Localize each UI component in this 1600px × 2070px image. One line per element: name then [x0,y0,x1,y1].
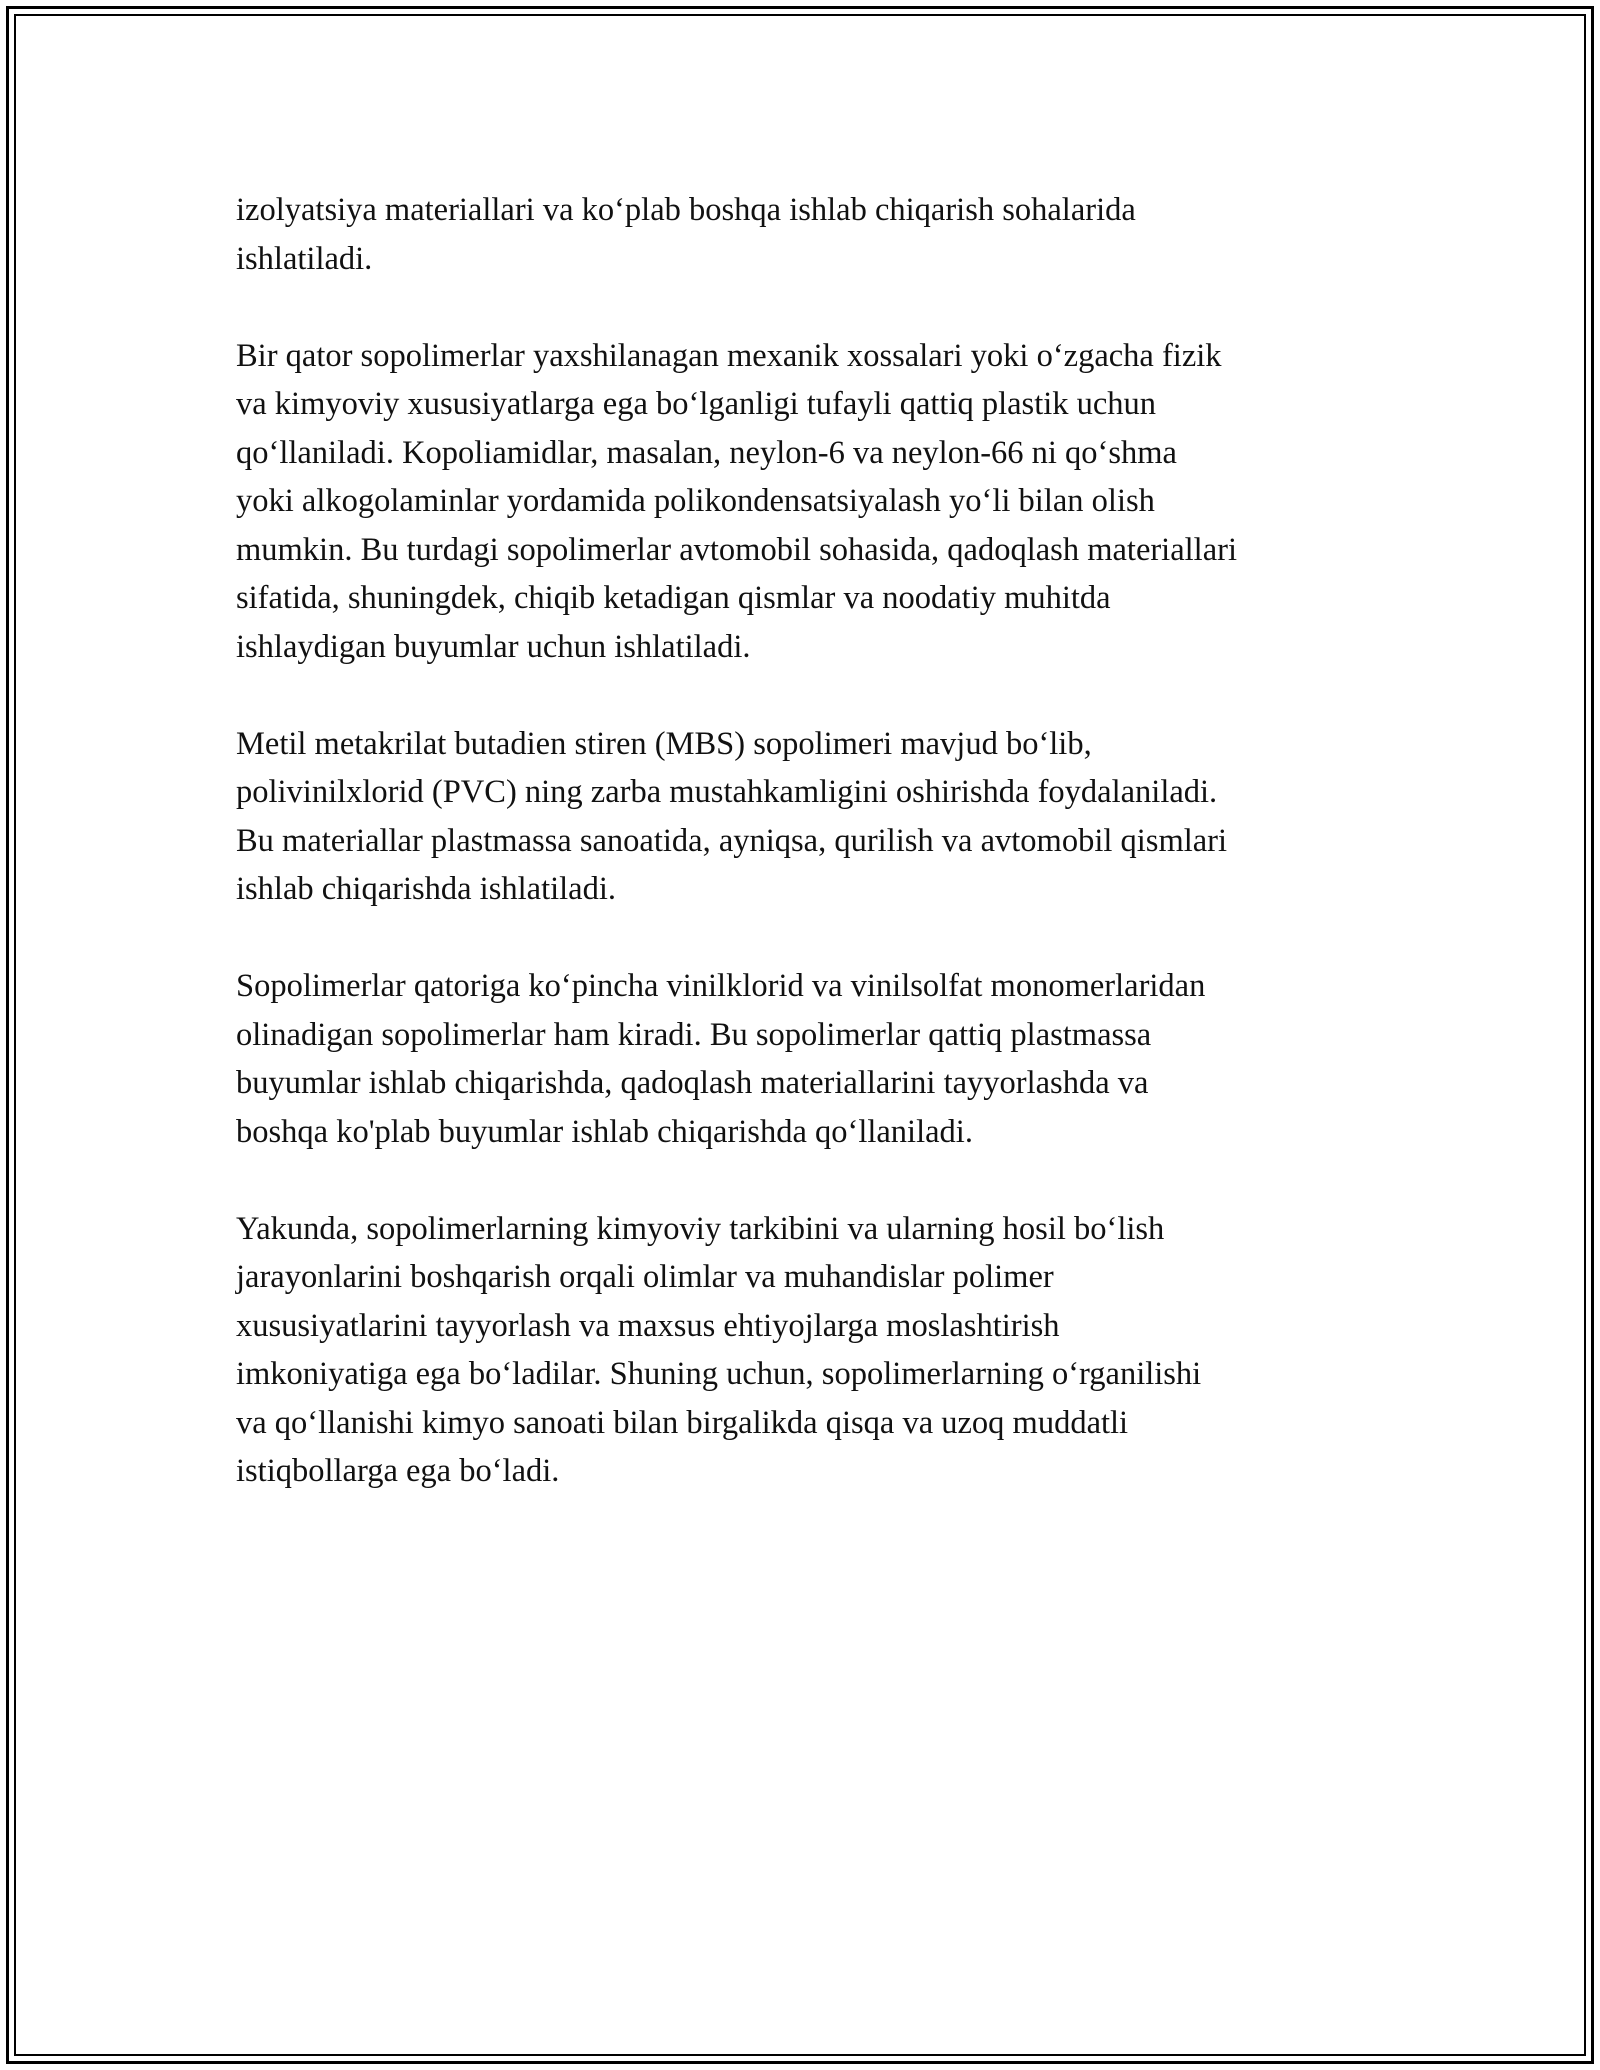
paragraph-1: izolyatsiya materiallari va ko‘plab boshqa ishlab chiqarish sohalarida ishlatiladi. [236,192,1136,277]
paragraph-2: Bir qator sopolimerlar yaxshilanagan mexanik xossalari yoki o‘zgacha fizik va kimyoviy xususiyatlarga ega bo‘lganligi tufayli qattiq plastik uchun qo‘llaniladi. Kopoliamidlar, masalan, neylon-6 va neylon-66 ni qo‘shma yoki alkogolaminlar yordamida polikondensatsiyalash yo‘li bilan olish mumkin. Bu turdagi sopolimerlar avtomobil sohasida, qadoqlash materiallari sifatida, shuningdek, chiqib ketadigan qismlar va noodatiy muhitda ishlaydigan buyumlar uchun ishlatiladi. [236,337,1237,665]
document-body [236,186,1376,1544]
paragraph-4: Sopolimerlar qatoriga ko‘pincha vinilklorid va vinilsolfat monomerlaridan olinadigan sopolimerlar ham kiradi. Bu sopolimerlar qattiq plastmassa buyumlar ishlab chiqarishda, qadoqlash materiallarini tayyorlashda va boshqa ko'plab buyumlar ishlab chiqarishda qo‘llaniladi. [236,968,1206,1150]
paragraph-5: Yakunda, sopolimerlarning kimyoviy tarkibini va ularning hosil bo‘lish jarayonlarini boshqarish orqali olimlar va muhandislar polimer xususiyatlarini tayyorlash va maxsus ehtiyojlarga moslashtirish imkoniyatiga ega bo‘ladilar. Shuning uchun, sopolimerlarning o‘rganilishi va qo‘llanishi kimyo sanoati bilan birgalikda qisqa va uzoq muddatli istiqbollarga ega bo‘ladi. [236,1210,1202,1489]
paragraph-3: Metil metakrilat butadien stiren (MBS) sopolimeri mavjud bo‘lib, polivinilxlorid (PVC) ning zarba mustahkamligini oshirishda foydalaniladi. Bu materiallar plastmassa sanoatida, ayniqsa, qurilish va avtomobil qismlari ishlab chiqarishda ishlatiladi. [236,725,1228,907]
